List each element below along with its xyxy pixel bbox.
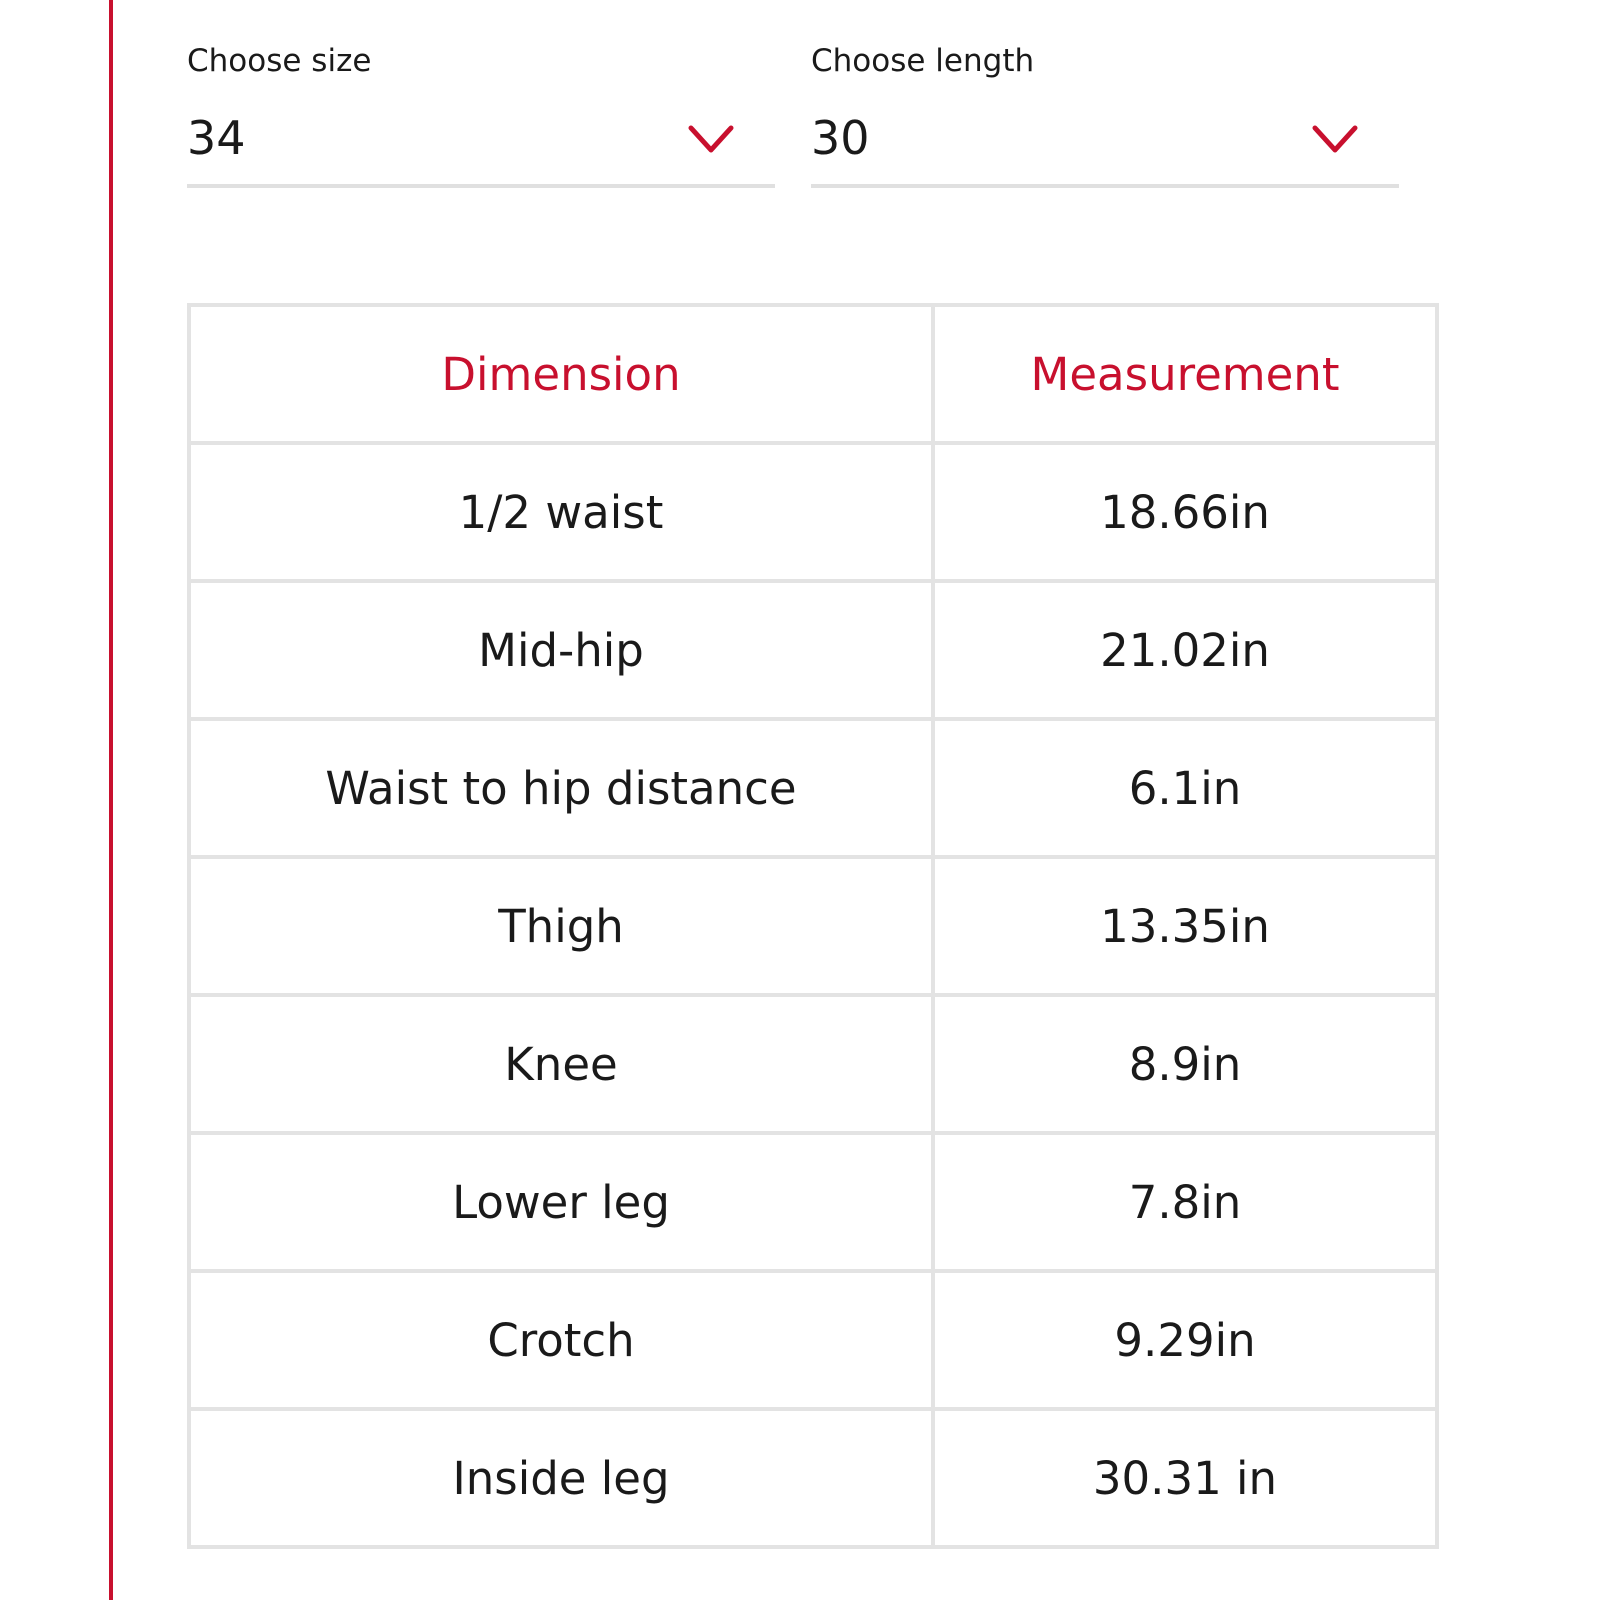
table-row	[189, 995, 1437, 1133]
size-selector-underline	[187, 184, 775, 188]
length-selector-value[interactable]: 30	[811, 111, 870, 165]
length-selector-underline	[811, 184, 1399, 188]
size-selector[interactable]	[187, 40, 775, 188]
measurement-cell: 6.1in	[933, 719, 1437, 857]
dimension-cell: Mid-hip	[189, 581, 933, 719]
length-selector[interactable]	[811, 40, 1399, 188]
table-row	[189, 857, 1437, 995]
measurement-cell: 30.31 in	[933, 1409, 1437, 1547]
chevron-down-icon[interactable]	[1311, 122, 1359, 156]
dimension-cell: Inside leg	[189, 1409, 933, 1547]
measurement-cell: 9.29in	[933, 1271, 1437, 1409]
table-row	[189, 1133, 1437, 1271]
measurement-cell: 8.9in	[933, 995, 1437, 1133]
dimension-column-header: Dimension	[189, 305, 933, 443]
measurement-cell: 21.02in	[933, 581, 1437, 719]
dimension-cell: 1/2 waist	[189, 443, 933, 581]
table-header-row	[189, 305, 1437, 443]
size-selector-value[interactable]: 34	[187, 111, 246, 165]
dimension-cell: Thigh	[189, 857, 933, 995]
dimension-cell: Lower leg	[189, 1133, 933, 1271]
table-row	[189, 581, 1437, 719]
table-row	[189, 443, 1437, 581]
measurement-table	[187, 303, 1439, 1549]
size-selector-label: Choose size	[187, 43, 372, 79]
measurement-column-header: Measurement	[933, 305, 1437, 443]
dimension-cell: Knee	[189, 995, 933, 1133]
measurement-cell: 7.8in	[933, 1133, 1437, 1271]
accent-rule	[109, 0, 113, 1600]
measurement-cell: 13.35in	[933, 857, 1437, 995]
table-row	[189, 719, 1437, 857]
table-row	[189, 1271, 1437, 1409]
dimension-cell: Crotch	[189, 1271, 933, 1409]
table-row	[189, 1409, 1437, 1547]
dimension-cell: Waist to hip distance	[189, 719, 933, 857]
length-selector-label: Choose length	[811, 43, 1035, 79]
measurement-cell: 18.66in	[933, 443, 1437, 581]
chevron-down-icon[interactable]	[687, 122, 735, 156]
